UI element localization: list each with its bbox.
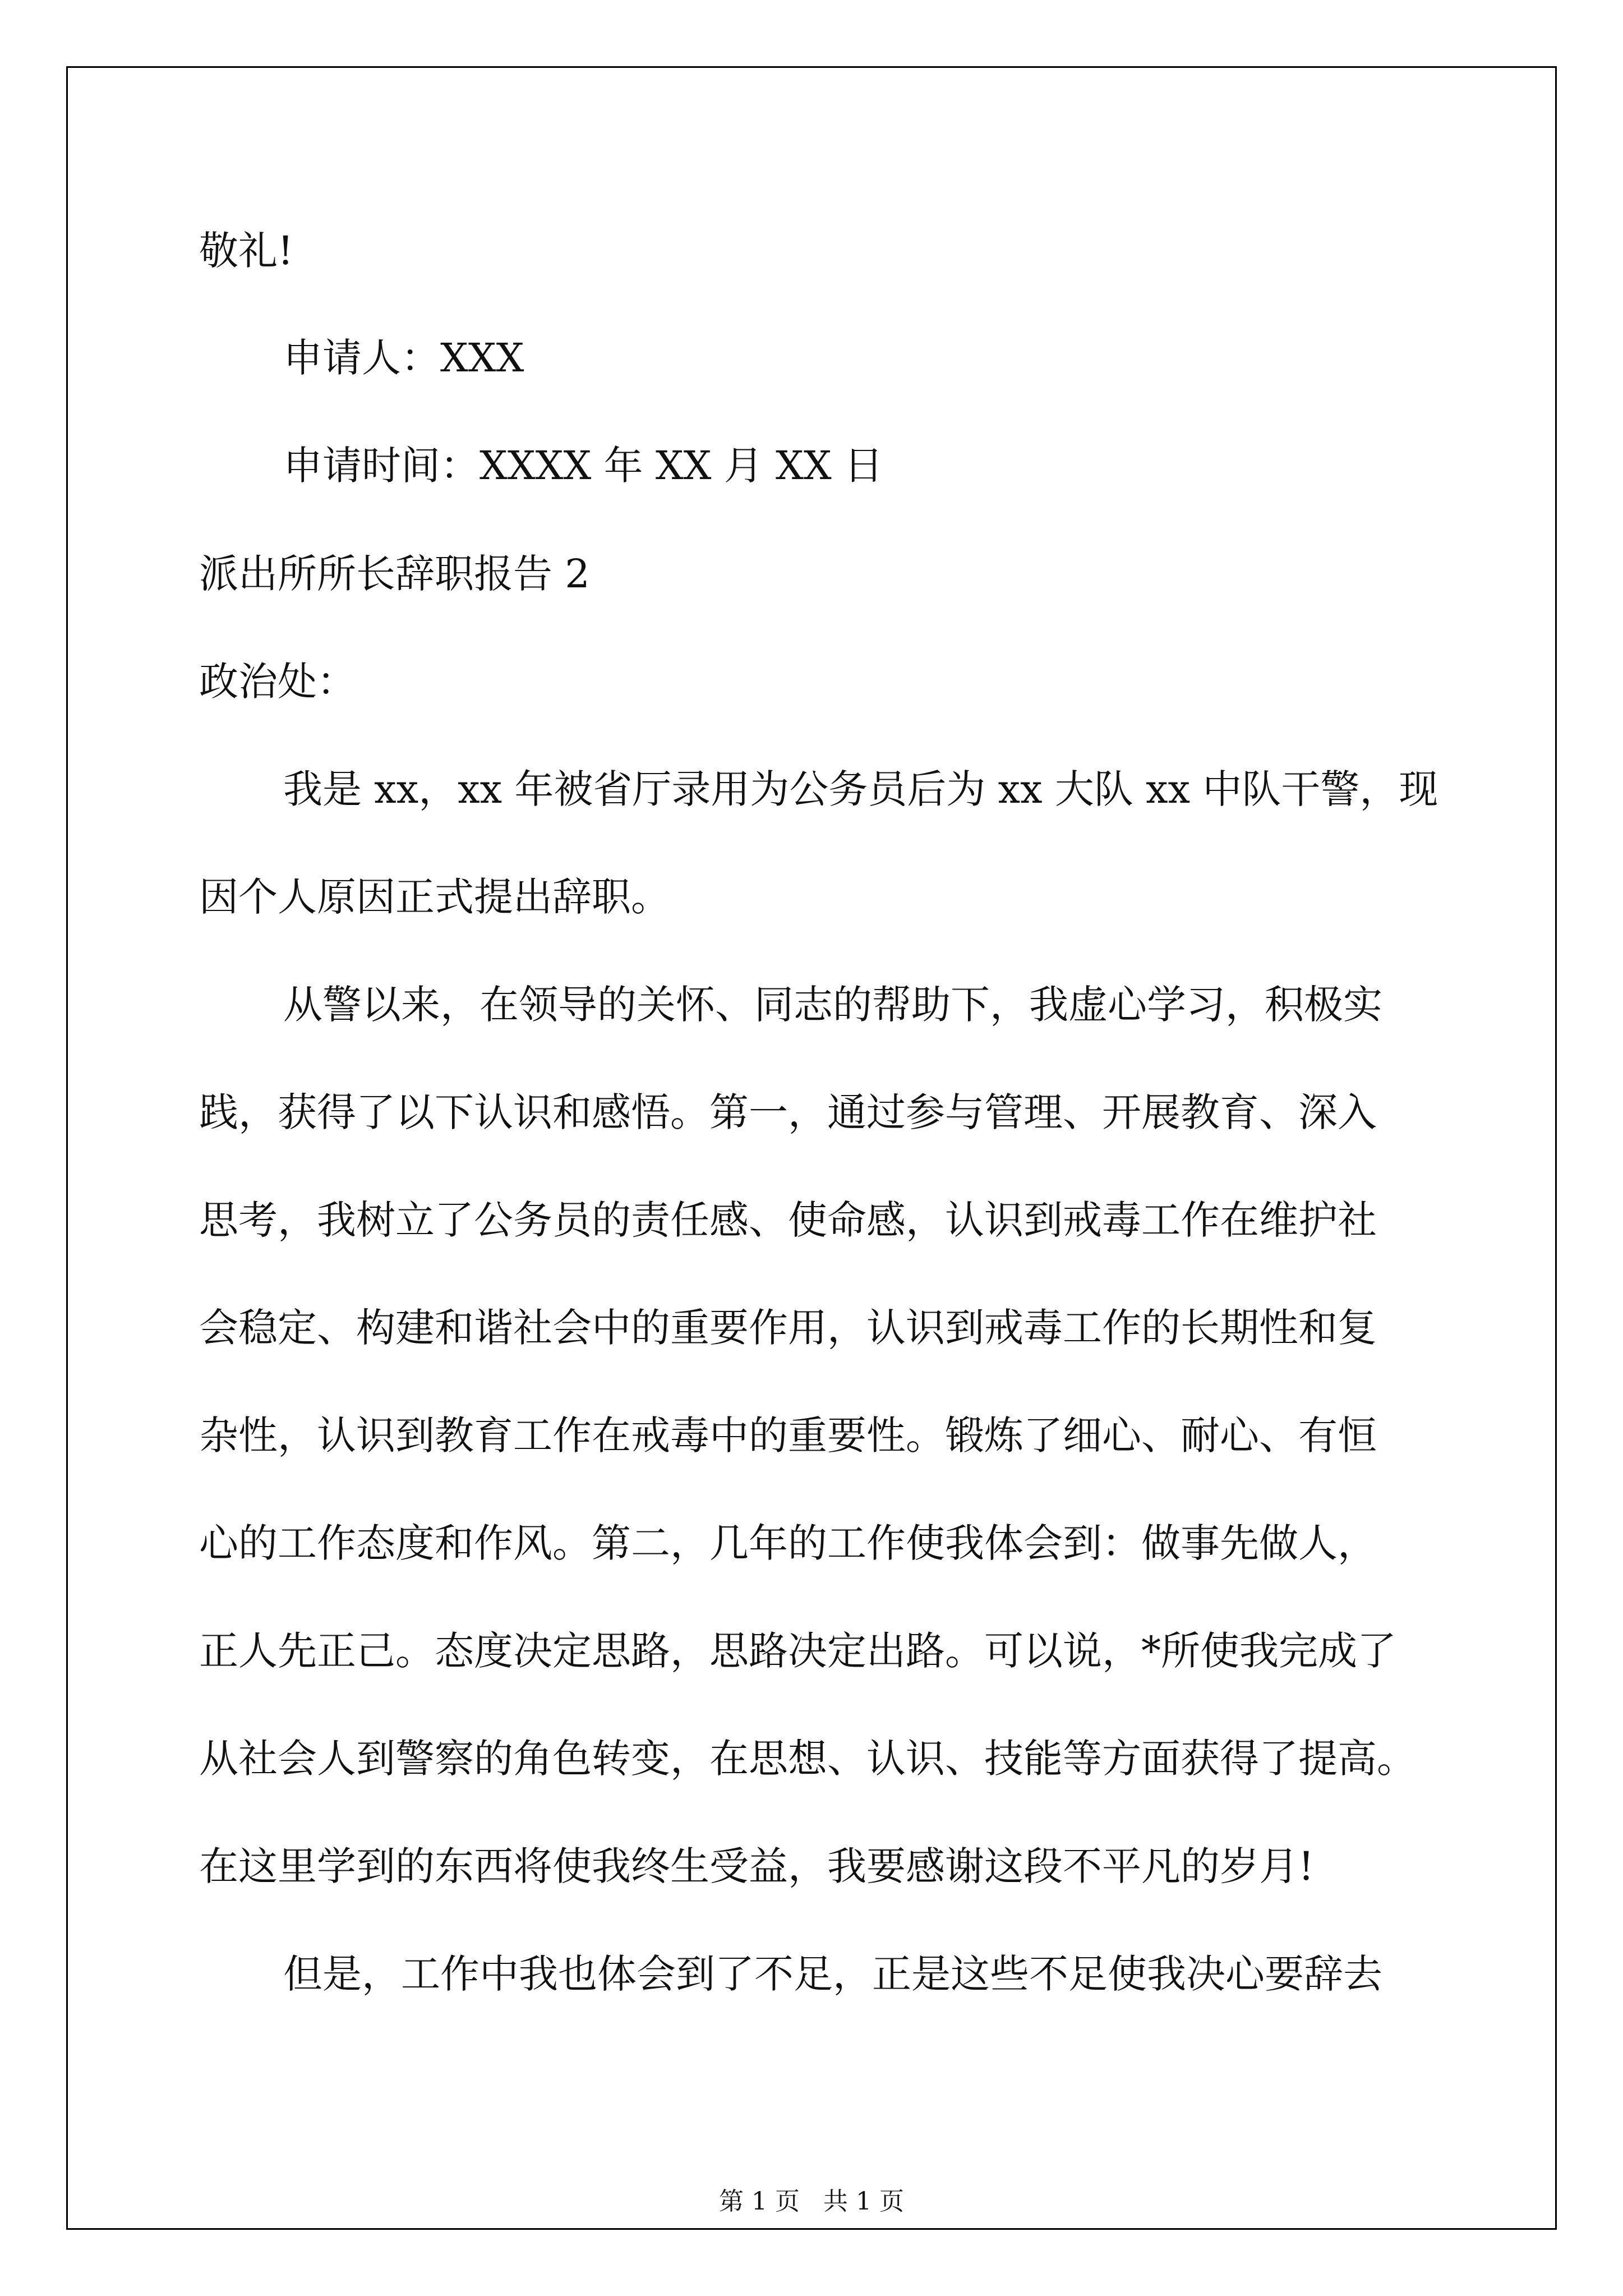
body-line: 正人先正己。态度决定思路，思路决定出路。可以说，*所使我完成了: [199, 1628, 1396, 1674]
closing-text: 敬礼!: [199, 228, 294, 274]
body-line: 践，获得了以下认识和感悟。第一，通过参与管理、开展教育、深入: [199, 1089, 1377, 1135]
body-line: 因个人原因正式提出辞职。: [199, 874, 670, 920]
body-line: 会稳定、构建和谐社会中的重要作用，认识到戒毒工作的长期性和复: [199, 1305, 1377, 1351]
salutation: 政治处：: [199, 659, 356, 705]
applicant-line: 申请人：XXX: [283, 335, 524, 381]
body-line: 但是，工作中我也体会到了不足，正是这些不足使我决心要辞去: [283, 1951, 1382, 1997]
body-line: 我是 xx，xx 年被省厅录用为公务员后为 xx 大队 xx 中队干警，现: [283, 766, 1438, 812]
body-line: 心的工作态度和作风。第二，几年的工作使我体会到：做事先做人，: [199, 1520, 1377, 1566]
body-line: 从警以来，在领导的关怀、同志的帮助下，我虚心学习，积极实: [283, 982, 1382, 1028]
body-line: 在这里学到的东西将使我终生受益，我要感谢这段不平凡的岁月!: [199, 1843, 1315, 1889]
page-number-footer: 第 1 页 共 1 页: [719, 2187, 904, 2216]
body-line: 从社会人到警察的角色转变，在思想、认识、技能等方面获得了提高。: [199, 1736, 1416, 1782]
document-title: 派出所所长辞职报告 2: [199, 551, 590, 597]
body-line: 思考，我树立了公务员的责任感、使命感，认识到戒毒工作在维护社: [199, 1197, 1377, 1243]
body-line: 杂性，认识到教育工作在戒毒中的重要性。锻炼了细心、耐心、有恒: [199, 1412, 1377, 1458]
apply-date-line: 申请时间：XXXX 年 XX 月 XX 日: [283, 443, 883, 489]
page-border: [66, 66, 1557, 2230]
